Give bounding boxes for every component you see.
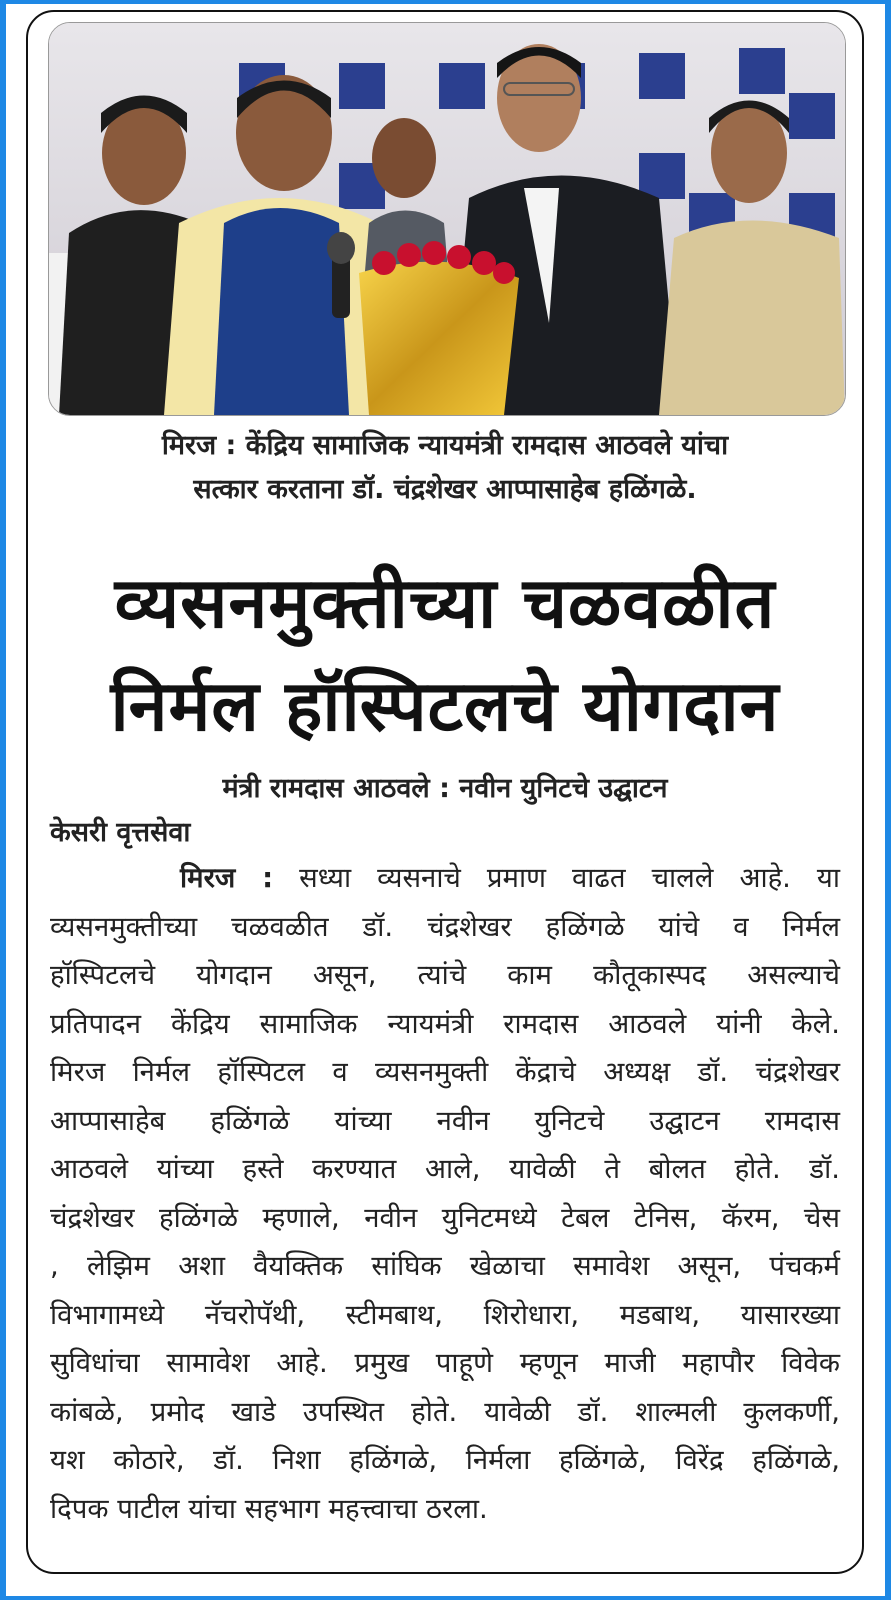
page-frame [6, 4, 885, 1596]
photo-caption-line-1: मिरज : केंद्रिय सामाजिक न्यायमंत्री रामदास आठवले यांचा [161, 430, 729, 461]
body-line-3: हॉस्पिटलचे योगदान असून, त्यांचे काम कौतूकास्पद असल्याचे [50, 959, 840, 991]
news-photo [48, 22, 846, 416]
body-line-12: कांबळे, प्रमोद खाडे उपस्थित होते. यावेळी डॉ. शाल्मली कुलकर्णी, [50, 1395, 840, 1428]
photo-illustration [49, 23, 845, 415]
dateline: मिरज : [180, 862, 274, 894]
body-line-1: मिरज : सध्या व्यसनाचे प्रमाण वाढत चालले आहे. या [180, 862, 840, 894]
body-line-7: आठवले यांच्या हस्ते करण्यात आले, यावेळी ते बोलत होते. डॉ. [50, 1153, 840, 1185]
body-line-11: सुविधांचा सामावेश आहे. प्रमुख पाहूणे म्हणून माजी महापौर विवेक [50, 1347, 840, 1379]
body-line-8: चंद्रशेखर हळिंगळे म्हणाले, नवीन युनिटमध्ये टेबल टेनिस, कॅरम, चेस [50, 1201, 840, 1234]
body-line-13: यश कोठारे, डॉ. निशा हळिंगळे, निर्मला हळिंगळे, विरेंद्र हळिंगळे, [50, 1444, 840, 1476]
subheadline: मंत्री रामदास आठवले : नवीन युनिटचे उद्घाटन [222, 773, 668, 804]
news-clipping [26, 10, 864, 1574]
body-line-10: विभागामध्ये नॅचरोपॅथी, स्टीमबाथ, शिरोधारा, मडबाथ, यासारख्या [50, 1298, 840, 1331]
body-line-6: आप्पासाहेब हळिंगळे यांच्या नवीन युनिटचे उद्घाटन रामदास [50, 1104, 840, 1137]
body-line-14: दिपक पाटील यांचा सहभाग महत्त्वाचा ठरला. [50, 1492, 488, 1525]
headline-line-2: निर्मल हॉस्पिटलचे योगदान [110, 665, 780, 747]
headline-line-1: व्यसनमुक्तीच्या चळवळीत [114, 562, 776, 644]
article-body [50, 854, 840, 1533]
body-line-9: , लेझिम अशा वैयक्तिक सांघिक खेळाचा समावेश असून, पंचकर्म [50, 1250, 840, 1282]
body-line-4: प्रतिपादन केंद्रिय सामाजिक न्यायमंत्री रामदास आठवले यांनी केले. [50, 1007, 840, 1040]
body-line-2: व्यसनमुक्तीच्या चळवळीत डॉ. चंद्रशेखर हळिंगळे यांचे व निर्मल [50, 910, 840, 943]
body-line-5: मिरज निर्मल हॉस्पिटल व व्यसनमुक्ती केंद्राचे अध्यक्ष डॉ. चंद्रशेखर [50, 1056, 840, 1088]
byline: केसरी वृत्तसेवा [50, 817, 191, 848]
photo-caption-line-2: सत्कार करताना डॉ. चंद्रशेखर आप्पासाहेब हळिंगळे. [193, 474, 697, 505]
